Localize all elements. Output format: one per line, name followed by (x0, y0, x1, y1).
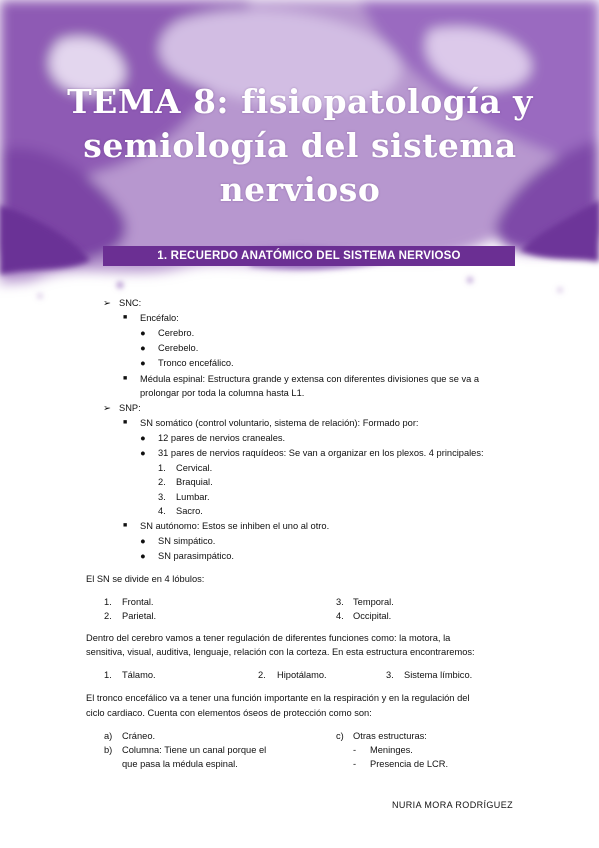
square-bullet-icon: ■ (123, 314, 128, 321)
list-item: Sacro. (176, 506, 203, 516)
list-item: Hipotálamo. (277, 670, 327, 680)
snp-label: SNP: (119, 403, 141, 413)
title-line-1: TEMA 8: fisiopatología y (67, 82, 533, 121)
list-item: 31 pares de nervios raquídeos: Se van a organizar en los plexos. 4 principales: (158, 448, 484, 458)
list-number: 2. (258, 670, 266, 680)
list-item: Frontal. (122, 597, 154, 607)
list-number: 1. (104, 670, 112, 680)
list-item: Sistema límbico. (404, 670, 473, 680)
list-number: 4. (336, 611, 344, 621)
square-bullet-icon: ■ (123, 419, 128, 426)
list-item: Otras estructuras: (353, 731, 427, 741)
list-letter: b) (104, 745, 113, 755)
list-item: Tálamo. (122, 670, 156, 680)
cerebro-paragraph-line-2: sensitiva, visual, auditiva, lenguaje, relación con la corteza. En esta estructura encontraremos: (86, 647, 475, 657)
dash-bullet-icon: - (353, 745, 357, 755)
list-number: 2. (158, 477, 166, 487)
list-number: 3. (158, 492, 166, 502)
list-item: Cerebro. (158, 328, 195, 338)
medula-line-2: prolongar por toda la columna hasta L1. (140, 388, 305, 398)
section-heading: 1. RECUERDO ANATÓMICO DEL SISTEMA NERVIOSO (103, 246, 515, 266)
list-item: Cervical. (176, 463, 213, 473)
list-item: Cráneo. (122, 731, 156, 741)
list-item: Tronco encefálico. (158, 358, 234, 368)
list-item: Cerebelo. (158, 343, 199, 353)
arrow-bullet-icon: ➢ (103, 403, 111, 413)
round-bullet-icon: ● (140, 536, 146, 546)
list-item: Meninges. (370, 745, 413, 755)
tronco-paragraph-line-2: ciclo cardiaco. Cuenta con elementos óseos de protección como son: (86, 708, 372, 718)
list-item: Temporal. (353, 597, 394, 607)
list-number: 3. (386, 670, 394, 680)
encefalo-label: Encéfalo: (140, 313, 179, 323)
list-item: SN parasimpático. (158, 551, 234, 561)
tronco-paragraph-line-1: El tronco encefálico va a tener una función importante en la respiración y en la regulación del (86, 693, 470, 703)
round-bullet-icon: ● (140, 551, 146, 561)
autonomo-label: SN autónomo: Estos se inhiben el uno al otro. (140, 521, 330, 531)
round-bullet-icon: ● (140, 358, 146, 368)
footer-author: NURIA MORA RODRÍGUEZ (391, 800, 513, 810)
snc-label: SNC: (119, 298, 142, 308)
list-item: Presencia de LCR. (370, 759, 449, 769)
somatico-label: SN somático (control voluntario, sistema de relación): Formado por: (140, 418, 419, 428)
list-item: Columna: Tiene un canal porque el (122, 745, 267, 755)
list-letter: c) (336, 731, 344, 741)
round-bullet-icon: ● (140, 433, 146, 443)
list-number: 1. (158, 463, 166, 473)
round-bullet-icon: ● (140, 448, 146, 458)
list-item: SN simpático. (158, 536, 216, 546)
list-item: Parietal. (122, 611, 157, 621)
title-line-3: nervioso (219, 170, 381, 209)
arrow-bullet-icon: ➢ (103, 298, 111, 308)
lobulos-intro: El SN se divide en 4 lóbulos: (86, 574, 205, 584)
list-item-continuation: que pasa la médula espinal. (122, 759, 238, 769)
list-item: 12 pares de nervios craneales. (158, 433, 286, 443)
list-number: 3. (336, 597, 344, 607)
cerebro-paragraph-line-1: Dentro del cerebro vamos a tener regulación de diferentes funciones como: la motora, la (86, 633, 451, 643)
list-number: 4. (158, 506, 166, 516)
list-item: Occipital. (353, 611, 392, 621)
list-number: 1. (104, 597, 112, 607)
medula-line-1: Médula espinal: Estructura grande y extensa con diferentes divisiones que se va a (140, 374, 480, 384)
square-bullet-icon: ■ (123, 522, 128, 529)
title-line-2: semiología del sistema (83, 126, 517, 165)
square-bullet-icon: ■ (123, 375, 128, 382)
dash-bullet-icon: - (353, 759, 357, 769)
list-number: 2. (104, 611, 112, 621)
list-item: Braquial. (176, 477, 213, 487)
list-item: Lumbar. (176, 492, 210, 502)
round-bullet-icon: ● (140, 343, 146, 353)
list-letter: a) (104, 731, 113, 741)
round-bullet-icon: ● (140, 328, 146, 338)
